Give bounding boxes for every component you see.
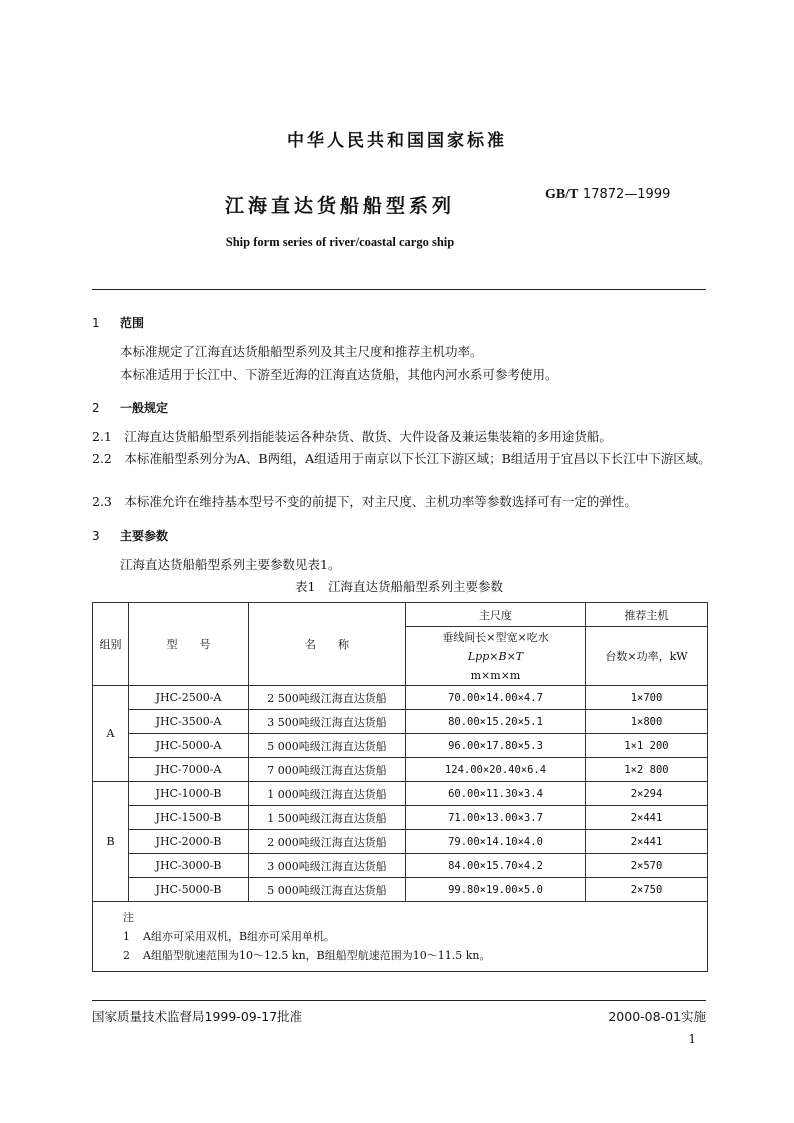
section-title: 范围 xyxy=(120,316,145,330)
implementation-date: 2000-08-01实施 xyxy=(608,1009,706,1024)
dimensions-cell: 124.00×20.40×6.4 xyxy=(406,758,586,782)
model-cell: JHC-2000-B xyxy=(129,830,249,854)
name-cell: 7 000吨级江海直达货船 xyxy=(249,758,406,782)
engine-cell: 2×570 xyxy=(586,854,708,878)
model-cell: JHC-7000-A xyxy=(129,758,249,782)
model-cell: JHC-2500-A xyxy=(129,686,249,710)
name-cell: 3 000吨级江海直达货船 xyxy=(249,854,406,878)
paragraph: 本标准适用于长江中、下游至近海的江海直达货船，其他内河水系可参考使用。 xyxy=(120,367,558,382)
header-engine-detail: 台数×功率，kW xyxy=(586,627,708,686)
table-row xyxy=(93,830,708,854)
table-row xyxy=(93,782,708,806)
dimensions-formula: 垂线间长×型宽×吃水 xyxy=(442,630,549,644)
name-cell: 1 500吨级江海直达货船 xyxy=(249,806,406,830)
engine-cell: 2×441 xyxy=(586,830,708,854)
dimensions-cell: 80.00×15.20×5.1 xyxy=(406,710,586,734)
header-divider xyxy=(92,289,706,290)
section-heading xyxy=(92,314,144,331)
dimensions-cell: 71.00×13.00×3.7 xyxy=(406,806,586,830)
document-title: 江海直达货船船型系列 xyxy=(224,195,455,217)
engine-cell: 1×700 xyxy=(586,686,708,710)
standard-type: 中华人民共和国国家标准 xyxy=(287,131,507,151)
page-number: 1 xyxy=(688,1032,696,1046)
dimensions-units: m×m×m xyxy=(470,668,521,682)
clause: 2.1 江海直达货船船型系列指能装运各种杂货、散货、大件设备及兼运集装箱的多用途货船。 xyxy=(92,429,612,444)
name-cell: 5 000吨级江海直达货船 xyxy=(249,878,406,902)
model-cell: JHC-5000-A xyxy=(129,734,249,758)
name-cell: 1 000吨级江海直达货船 xyxy=(249,782,406,806)
section-title: 主要参数 xyxy=(120,529,169,543)
standard-code: GB/T xyxy=(545,187,579,202)
engine-cell: 1×1 200 xyxy=(586,734,708,758)
name-cell: 3 500吨级江海直达货船 xyxy=(249,710,406,734)
section-number: 2 xyxy=(92,401,100,415)
header-dimensions: 主尺度 xyxy=(406,603,586,627)
dimensions-cell: 60.00×11.30×3.4 xyxy=(406,782,586,806)
clause: 2.2 本标准船型系列分为A、B两组，A组适用于南京以下长江下游区域；B组适用于宜昌以下长江中下游区域。 xyxy=(92,451,711,466)
header-group: 组别 xyxy=(93,603,129,686)
section-heading xyxy=(92,527,168,544)
table-row xyxy=(93,758,708,782)
model-cell: JHC-5000-B xyxy=(129,878,249,902)
engine-cell: 2×441 xyxy=(586,806,708,830)
note-number: 2 xyxy=(123,949,130,962)
name-cell: 2 500吨级江海直达货船 xyxy=(249,686,406,710)
dimensions-cell: 70.00×14.00×4.7 xyxy=(406,686,586,710)
paragraph: 本标准规定了江海直达货船船型系列及其主尺度和推荐主机功率。 xyxy=(120,344,483,359)
model-cell: JHC-1000-B xyxy=(129,782,249,806)
paragraph: 江海直达货船船型系列主要参数见表1。 xyxy=(120,557,341,572)
table-row xyxy=(93,806,708,830)
dimensions-cell: 99.80×19.00×5.0 xyxy=(406,878,586,902)
header-engine: 推荐主机 xyxy=(586,603,708,627)
table-caption: 表1 江海直达货船船型系列主要参数 xyxy=(295,579,503,594)
table-row xyxy=(93,710,708,734)
engine-cell: 2×750 xyxy=(586,878,708,902)
group-cell: B xyxy=(93,782,129,902)
engine-cell: 1×800 xyxy=(586,710,708,734)
note-item xyxy=(123,927,707,946)
table-notes xyxy=(93,902,708,972)
engine-cell: 1×2 800 xyxy=(586,758,708,782)
english-title: Ship form series of river/coastal cargo ship xyxy=(225,235,455,249)
table-row xyxy=(93,686,708,710)
dimensions-cell: 84.00×15.70×4.2 xyxy=(406,854,586,878)
dimensions-cell: 96.00×17.80×5.3 xyxy=(406,734,586,758)
section-number: 1 xyxy=(92,316,100,330)
footer-divider xyxy=(92,1000,706,1001)
note-number: 1 xyxy=(123,930,130,943)
note-text: A组亦可采用双机，B组亦可采用单机。 xyxy=(143,930,336,943)
table-row xyxy=(93,854,708,878)
section-number: 3 xyxy=(92,529,100,543)
section-heading xyxy=(92,399,168,416)
standard-number-value: 17872—1999 xyxy=(582,187,671,202)
approval-date: 国家质量技术监督局1999-09-17批准 xyxy=(92,1009,303,1024)
name-cell: 5 000吨级江海直达货船 xyxy=(249,734,406,758)
note-text: A组船型航速范围为10～12.5 kn，B组船型航速范围为10～11.5 kn。 xyxy=(143,949,491,962)
model-cell: JHC-3000-B xyxy=(129,854,249,878)
group-cell: A xyxy=(93,686,129,782)
table-row xyxy=(93,878,708,902)
header-dimensions-detail xyxy=(406,627,586,686)
model-cell: JHC-3500-A xyxy=(129,710,249,734)
clause: 2.3 本标准允许在维持基本型号不变的前提下，对主尺度、主机功率等参数选择可有一定的弹性。 xyxy=(92,494,637,509)
model-cell: JHC-1500-B xyxy=(129,806,249,830)
header-model: 型 号 xyxy=(129,603,249,686)
dimensions-symbols: Lpp×B×T xyxy=(467,649,524,663)
parameters-table xyxy=(92,602,708,972)
note-item xyxy=(123,946,707,965)
standard-number xyxy=(545,186,670,203)
notes-title: 注 xyxy=(123,911,134,924)
section-title: 一般规定 xyxy=(120,401,169,415)
header-name: 名 称 xyxy=(249,603,406,686)
engine-cell: 2×294 xyxy=(586,782,708,806)
dimensions-cell: 79.00×14.10×4.0 xyxy=(406,830,586,854)
table-row xyxy=(93,734,708,758)
name-cell: 2 000吨级江海直达货船 xyxy=(249,830,406,854)
